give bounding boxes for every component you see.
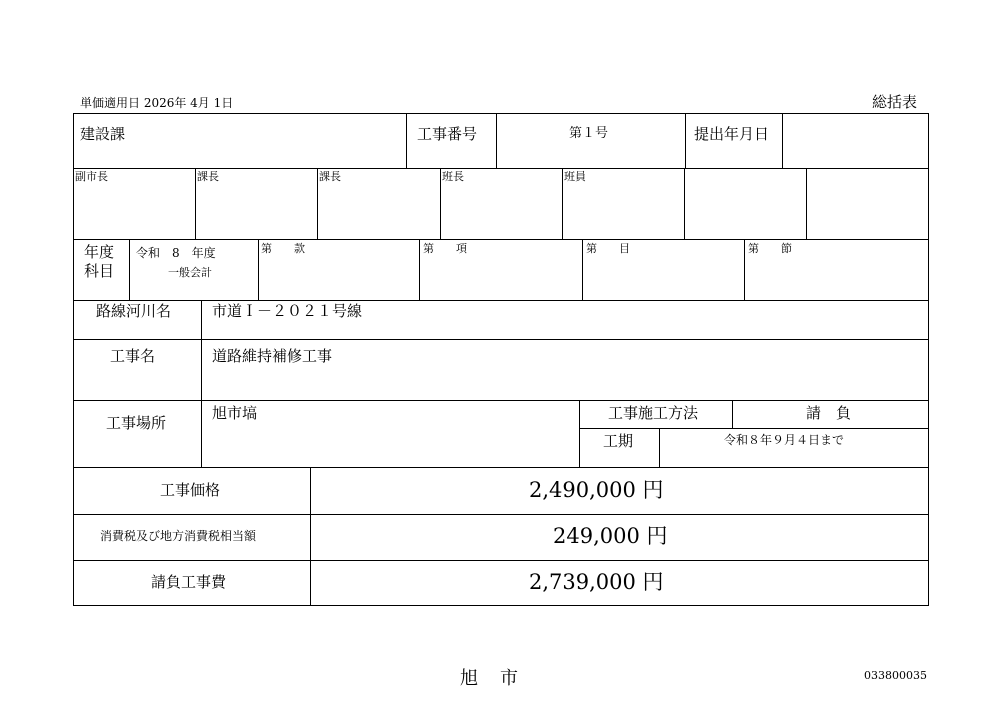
construction-period-value: 令和８年９月４日まで [724,433,845,447]
approval-label-team-member: 班員 [564,170,586,183]
col-divider [684,168,685,239]
col-divider [659,428,660,467]
col-divider [782,114,783,168]
location-label: 工事場所 [106,414,167,432]
col-divider [258,239,259,300]
col-divider [419,239,420,300]
fiscal-year-value: 令和 8 年度 [136,246,216,260]
row-divider [579,428,928,429]
document-code: 033800035 [864,669,927,682]
fiscal-year-label: 年度 [84,243,115,261]
row-divider [74,467,928,468]
construction-method-label: 工事施工方法 [608,404,699,422]
row-divider [74,239,928,240]
budget-setsu: 第 節 [748,242,792,255]
approval-label-vice-mayor: 副市長 [75,170,108,183]
row-divider [74,514,928,515]
row-divider [74,339,928,340]
construction-cost-label: 工事価格 [160,481,221,499]
submission-date-label: 提出年月日 [694,125,770,143]
summary-table [73,113,929,606]
col-divider [406,114,407,168]
consumption-tax-amount: 249,000 円 [553,524,668,548]
col-divider [685,114,686,168]
col-divider [310,467,311,606]
approval-label-section-chief: 課長 [319,170,341,183]
col-divider [440,168,441,239]
row-divider [74,168,928,169]
col-divider [744,239,745,300]
budget-kan: 第 款 [261,242,305,255]
approval-label-team-leader: 班長 [442,170,464,183]
unit-price-date: 単価適用日 2026年 4月 1日 [80,96,234,110]
route-label: 路線河川名 [96,302,172,320]
col-divider [806,168,807,239]
row-divider [74,300,928,301]
city-name: 旭市 [460,668,540,689]
work-name-label: 工事名 [110,347,156,365]
contract-cost-amount: 2,739,000 円 [529,570,664,594]
construction-cost-amount: 2,490,000 円 [529,478,664,502]
account-type: 一般会計 [168,266,212,279]
work-number-value: 第１号 [569,126,609,141]
col-divider [562,168,563,239]
route-value: 市道Ｉ－２０２１号線 [212,302,363,320]
construction-method-value: 請 負 [806,404,852,422]
department-name: 建設課 [80,125,126,143]
col-divider [496,114,497,168]
approval-label-section-chief: 課長 [197,170,219,183]
col-divider [195,168,196,239]
document-title: 総括表 [872,93,918,111]
col-divider [317,168,318,239]
location-value: 旭市塙 [212,404,258,422]
row-divider [74,560,928,561]
col-divider [201,300,202,467]
work-name-value: 道路維持補修工事 [212,347,333,365]
work-number-label: 工事番号 [417,125,478,143]
col-divider [129,239,130,300]
col-divider [579,400,580,467]
consumption-tax-label: 消費税及び地方消費税相当額 [100,529,257,543]
row-divider [74,400,928,401]
construction-period-label: 工期 [603,432,634,450]
col-divider [732,400,733,428]
budget-item-label: 科目 [84,262,115,280]
contract-cost-label: 請負工事費 [151,573,227,591]
col-divider [582,239,583,300]
budget-kou: 第 項 [423,242,467,255]
budget-moku: 第 目 [586,242,630,255]
